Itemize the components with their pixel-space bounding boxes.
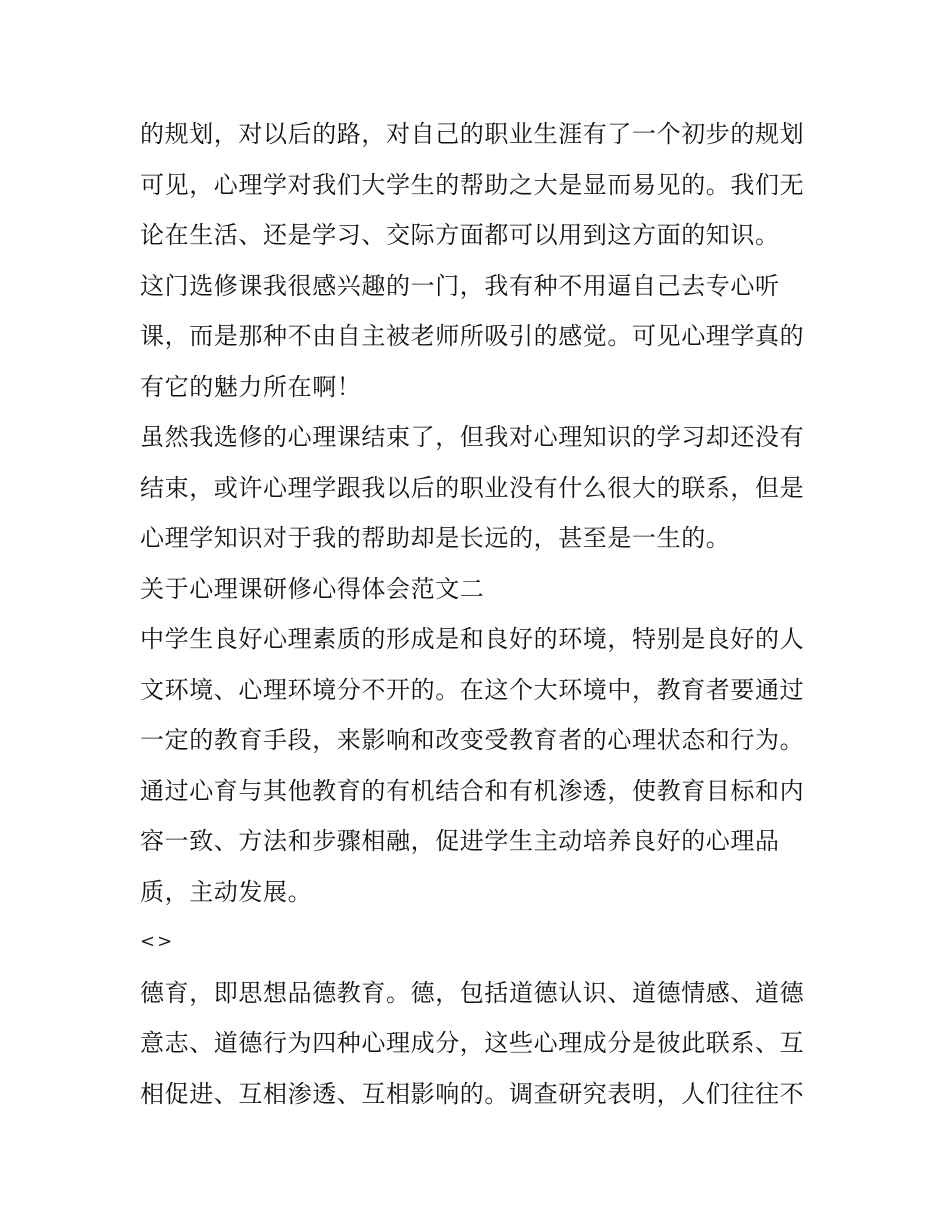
text-line: 论在生活、还是学习、交际方面都可以用到这方面的知识。 xyxy=(140,221,780,249)
text-line: 相促进、互相渗透、互相影响的。调查研究表明，人们往往不 xyxy=(140,1079,805,1108)
document-body xyxy=(140,109,820,1119)
text-line: 可见，心理学对我们大学生的帮助之大是显而易见的。我们无 xyxy=(140,170,805,199)
text-line: 文环境、心理环境分不开的。在这个大环境中，教育者要通过 xyxy=(140,675,805,704)
text-line: 心理学知识对于我的帮助却是长远的，甚至是一生的。 xyxy=(140,524,731,552)
text-line: 结束，或许心理学跟我以后的职业没有什么很大的联系，但是 xyxy=(140,473,805,502)
text-line: 课，而是那种不由自主被老师所吸引的感觉。可见心理学真的 xyxy=(140,322,805,350)
text-line: 这门选修课我很感兴趣的一门，我有种不用逼自己去专心听 xyxy=(140,271,780,300)
text-line: 意志、道德行为四种心理成分，这些心理成分是彼此联系、互 xyxy=(140,1029,805,1057)
text-line: 有它的魅力所在啊！ xyxy=(140,372,362,401)
text-line: 中学生良好心理素质的形成是和良好的环境，特别是良好的人 xyxy=(140,625,805,653)
placeholder-marker: <> xyxy=(140,931,175,952)
text-line: 通过心育与其他教育的有机结合和有机渗透，使教育目标和内 xyxy=(140,776,805,805)
text-line: 质，主动发展。 xyxy=(140,877,313,906)
text-line: 虽然我选修的心理课结束了，但我对心理知识的学习却还没有 xyxy=(140,423,805,451)
text-line: 容一致、方法和步骤相融，促进学生主动培养良好的心理品 xyxy=(140,827,780,855)
text-line: 的规划，对以后的路，对自己的职业生涯有了一个初步的规划 xyxy=(140,120,805,148)
text-line: 德育，即思想品德教育。德，包括道德认识、道德情感、道德 xyxy=(140,978,805,1007)
text-line: 一定的教育手段，来影响和改变受教育者的心理状态和行为。 xyxy=(140,726,805,754)
section-heading: 关于心理课研修心得体会范文二 xyxy=(140,574,485,603)
